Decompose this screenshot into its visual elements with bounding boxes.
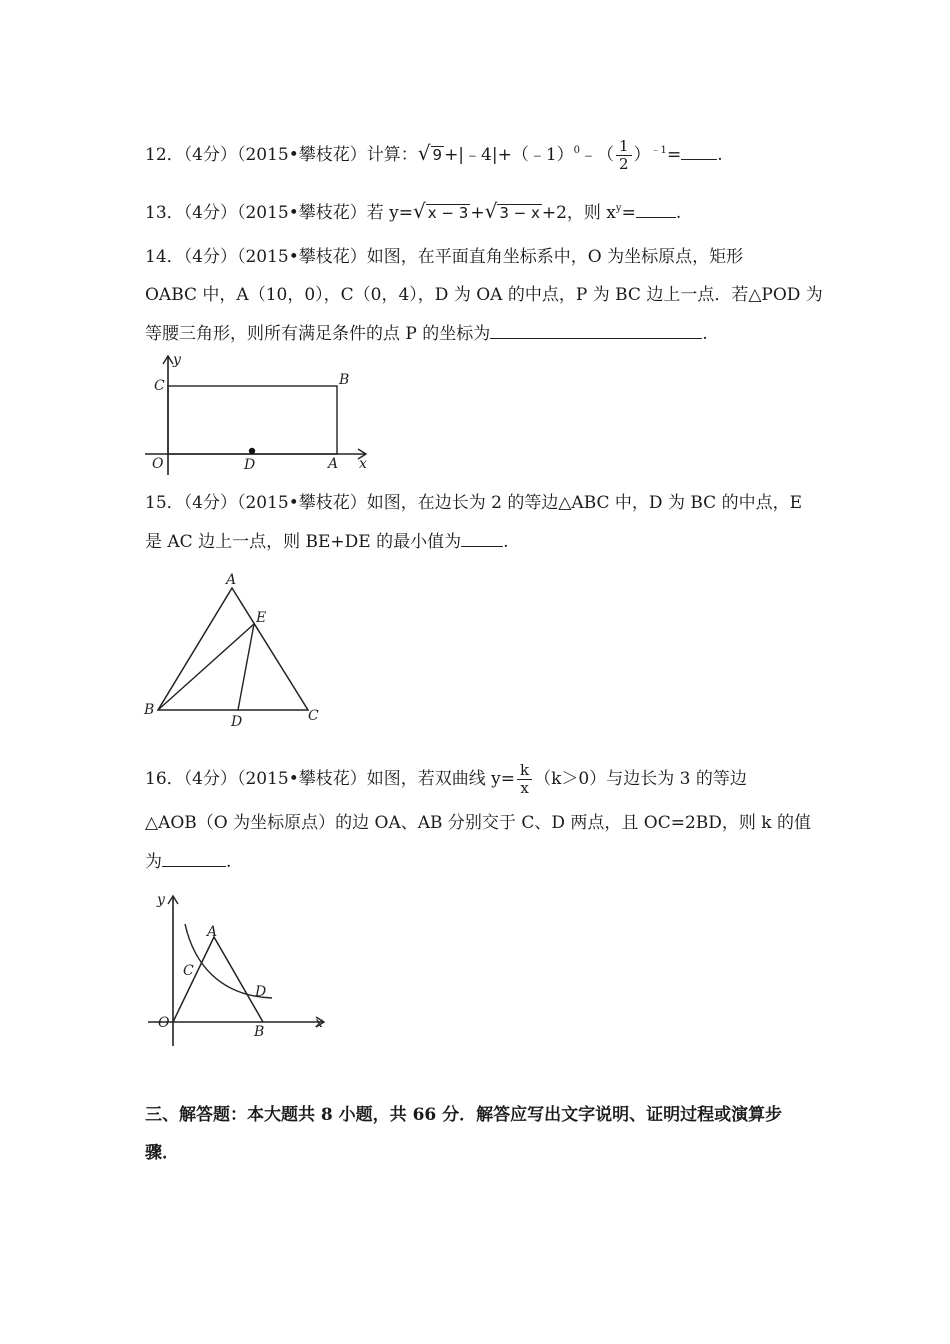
q14-line-3 xyxy=(145,322,708,345)
label-a: A xyxy=(226,572,237,588)
q12-exp-neg1: ﹣1 xyxy=(650,145,667,156)
rectangle-oabc xyxy=(168,386,337,454)
q12-radicand: 9 xyxy=(432,146,443,164)
q13-radicand-2: 3 − x xyxy=(499,204,540,222)
label-b: B xyxy=(254,1024,265,1040)
q12-mid: +|﹣4|+（﹣1） xyxy=(444,145,574,165)
q13-equals: = xyxy=(621,203,636,223)
q16-fraction xyxy=(517,762,532,797)
q14-line-3-text: 等腰三角形，则所有满足条件的点 P 的坐标为 xyxy=(145,324,491,344)
q12-equals: = xyxy=(666,145,682,165)
label-o: O xyxy=(158,1015,170,1031)
q12-number: 12． xyxy=(145,145,184,165)
label-b: B xyxy=(339,372,350,388)
q16-frac-den: x xyxy=(520,779,529,797)
label-a: A xyxy=(207,924,218,940)
label-c: C xyxy=(183,963,194,979)
q15-line-1: 15．（4分）（2015•攀枝花）如图，在边长为 2 的等边△ABC 中，D 为 BC 的中点，E xyxy=(145,493,802,513)
q15-line-2-text: 是 AC 边上一点，则 BE+DE 的最小值为 xyxy=(145,532,462,552)
q14-end: . xyxy=(702,324,708,344)
label-d: D xyxy=(255,984,267,1000)
q15-line-2 xyxy=(145,530,509,553)
question-12 xyxy=(145,138,723,173)
q12-prefix: 计算： xyxy=(366,145,418,165)
label-x: x xyxy=(359,456,367,472)
q15-answer-blank[interactable] xyxy=(461,530,503,547)
q13-suffix: +2，则 x xyxy=(541,203,616,223)
q16-answer-blank[interactable] xyxy=(162,850,226,867)
q16-line-1 xyxy=(145,762,747,797)
label-b: B xyxy=(144,702,155,718)
q12-score: （4分） xyxy=(183,145,237,165)
label-y: y xyxy=(173,352,181,368)
label-c: C xyxy=(154,378,165,394)
q12-frac-num: 1 xyxy=(616,138,632,156)
q12-answer-blank[interactable] xyxy=(681,143,717,160)
sqrt-symbol: √ xyxy=(413,199,426,223)
q13-prefix: 若 y= xyxy=(366,203,414,223)
q13-source: （2015•攀枝花） xyxy=(236,203,367,223)
sqrt-symbol: √ xyxy=(484,199,498,223)
q15-end: . xyxy=(503,532,509,552)
q13-number: 13． xyxy=(145,203,184,223)
q13-radicand-1: x − 3 xyxy=(427,204,469,222)
q12-exp0: 0 xyxy=(573,145,581,156)
label-d: D xyxy=(244,457,256,473)
q16-line-1-suffix: （k＞0）与边长为 3 的等边 xyxy=(534,769,747,789)
label-y: y xyxy=(157,892,165,908)
q16-frac-num: k xyxy=(517,762,532,780)
triangle-abc xyxy=(158,588,308,710)
q14-figure xyxy=(140,350,380,478)
q12-source: （2015•攀枝花） xyxy=(236,145,367,165)
sqrt-symbol: √ xyxy=(417,141,431,165)
q13-sup: y xyxy=(615,203,622,214)
q14-answer-blank[interactable] xyxy=(490,322,702,339)
label-d: D xyxy=(231,714,243,730)
section-3-heading-line-1: 三、解答题：本大题共 8 小题，共 66 分．解答应写出文字说明、证明过程或演算步 xyxy=(145,1105,783,1125)
q13-end: . xyxy=(675,203,682,223)
label-e: E xyxy=(256,610,267,626)
point-d-dot xyxy=(249,448,255,454)
q16-end: . xyxy=(226,852,232,872)
q16-line-3 xyxy=(145,850,231,873)
q13-plus: + xyxy=(470,203,485,223)
q13-answer-blank[interactable] xyxy=(636,201,676,218)
q16-line-3-text: 为 xyxy=(145,852,162,872)
q12-close: ） xyxy=(633,145,651,165)
q14-line-2: OABC 中，A（10，0），C（0，4），D 为 OA 的中点，P 为 BC 边上一点．若△POD 为 xyxy=(145,285,823,305)
label-c: C xyxy=(308,708,319,724)
segment-be xyxy=(158,624,254,710)
q12-frac-den: 2 xyxy=(619,155,629,173)
q12-end: . xyxy=(717,145,723,165)
label-o: O xyxy=(152,456,164,472)
q16-figure xyxy=(140,884,340,1052)
q15-figure xyxy=(140,568,330,732)
q12-minus: ﹣（ xyxy=(580,145,615,165)
q14-line-1: 14．（4分）（2015•攀枝花）如图，在平面直角坐标系中，O 为坐标原点，矩形 xyxy=(145,247,744,267)
label-x: x xyxy=(315,1015,323,1031)
question-13 xyxy=(145,198,681,224)
q16-line-2: △AOB（O 为坐标原点）的边 OA、AB 分别交于 C、D 两点，且 OC=2BD，则 k 的值 xyxy=(145,813,811,833)
q16-line-1-prefix: 16．（4分）（2015•攀枝花）如图，若双曲线 y= xyxy=(145,769,515,789)
q13-score: （4分） xyxy=(183,203,237,223)
q12-fraction xyxy=(616,138,632,173)
section-3-heading-line-2: 骤． xyxy=(145,1143,179,1163)
label-a: A xyxy=(328,456,339,472)
